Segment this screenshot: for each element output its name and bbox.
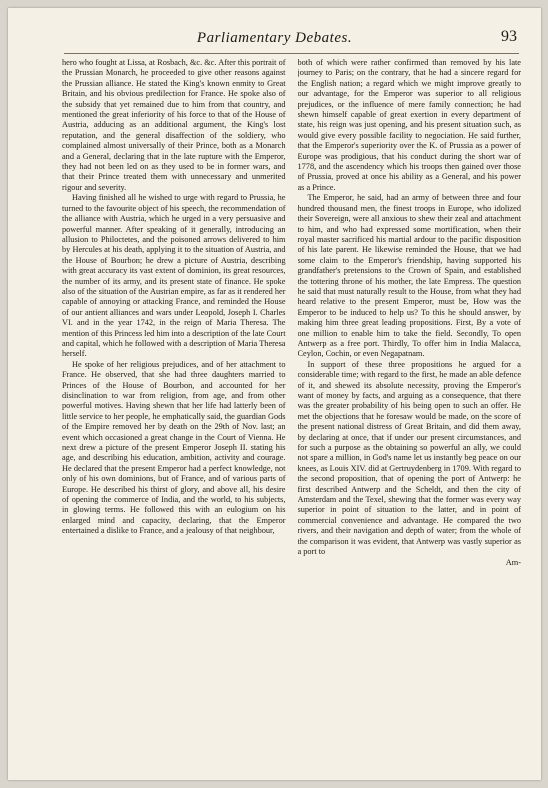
right-column [298,58,522,768]
header-rule [64,53,519,54]
page-title: Parliamentary Debates. [196,30,353,46]
running-header [8,30,541,52]
paragraph: He spoke of her religious prejudices, and of her attachment to France. He observed, that she had three daughters married to Princes of the House of Bourbon, and accounted for her disinclination to war from religion, from age, and from other powerful motives. Having shewn that her life had latterly been of little service to her people, he emphatically said, the guardian Gods of the Empire removed her by death on the 29th of Nov. last; an event which occasioned a great change in the Court of Vienna. He next drew a picture of the present Emperor Joseph II. stating his age, and describing his education, ambition, activity and courage. He declared that the present Emperor had a perfect knowledge, not only of his own dominions, but of France, and of various parts of Europe. He described his thirst of glory, and above all, his desire of opening the commerce of India, and the world, to his subjects, in glowing terms. He followed this with an eulogium on his enlarged mind and capacity, declaring, that the Emperor entertained a dislike to France, and a jealousy of that neighbour, [62,359,286,536]
catchword: Am- [505,557,521,567]
text-columns [62,58,521,768]
paragraph: both of which were rather confirmed than removed by his late journey to Paris; on the contrary, that he had a sincere regard for the English nation; a regard which we might improve greatly to our advantage, for the Emperor was superior to all religious prejudices, or the influence of mere family connection; he had shewn himself capable of great exertion in every department of state, his reign was just opening, and his present situation such, as would give every possible facility to negociation. He said further, that the Emperor's superiority over the K. of Prussia as a power of Europe was prodigious, that his conduct during the short war of 1778, and the ascendency which his troops then gained over those of Prussia, proved at once his ability as a General, and his power as a Prince. [297,58,521,192]
paragraph: hero who fought at Lissa, at Rosbach, &c. &c. After this portrait of the Prussian Monarch, he proceeded to give other reasons against the Prussian alliance. He stated the King's known enmity to Great Britain, and his obvious predilection for France. He spoke also of the subsidy that yet remained due to him from that country, and mentioned the great inferiority of his force to that of the House of Austria, adducing as an additional argument, the King's lost reputation, and the general disaffection of the soldiery, who complained almost universally of their Prince, both as a Monarch and a General, declaring that in the late rupture with the Emperor, they had not been led on as they used to be in former wars, and that their Prince treated them with unnecessary and unmerited rigour and severity. [62,58,286,192]
paragraph: The Emperor, he said, had an army of between three and four hundred thousand men, the finest troops in Europe, who idolized their Sovereign, were all anxious to shew their zeal and attachment to him, and who had expressed some mortification, when their royal master sacrificed his martial ardour to the pacific disposition of his late parent. He likewise reminded the House, that we had some claim to the Emperor's friendship, having supported his grandfather's pretensions to the Crown of Spain, and established the tottering throne of his mother, the late Empress. The question he said that must naturally result to the House, from what they had heard relative to the present Emperor, must be, How was the Emperor to be induced to help us? To this he should answer, by making him three great leading propositions. First, By a vote of one million to enable him to take the field. Secondly, To open Antwerp as a free port. Thirdly, To offer him in India Malacca, Ceylon, Cochin, or even Negapatnam. [297,193,521,359]
page-number: 93 [501,28,517,45]
left-column [62,58,286,768]
paragraph: Having finished all he wished to urge with regard to Prussia, he turned to the favourite object of his speech, the recommendation of the alliance with Austria, which he urged in a very persuasive and powerful manner. After speaking of it generally, introducing an allusion to Philoctetes, and the poisoned arrows delivered to him by Hercules at his death, applying it to the situation of Austria, and the House of Bourbon; he drew a picture of Austria, describing with great accuracy its vast extent of dominion, its great resources, the number of its army, and its present state of finance. He spoke also of the situation of the Austrian empire, as far as it rendered her capable of annoying or attacking France, and reminded the House of our antient alliances and wars under Leopold, Joseph I. Charles VI. and in the year 1742, in the reign of Maria Theresa. The mention of this Princess led him into a description of the late Court and capital, which he followed with a description of Maria Theresa herself. [62,193,286,359]
paragraph: In support of these three propositions he argued for a considerable time; with regard to the first, he made an able defence of it, and shewed its absolute necessity, proving the Emperor's want of money by facts, and arguing as a consequence, that there was the greater probability of his being open to such an offer. He met the objections that he foresaw would be made, on the score of the present national distress of Great Britain, and did them away, by declaring at once, that if under our present circumstances, and for such a purpose as the obtaining so powerful an ally, we could not spare a million, in God's name let us instantly beg peace on our knees, as Louis XIV. did at Gertruydenberg in 1709. With regard to the second proposition, that of opening the port of Antwerp: he first described Antwerp and the Scheldt, and then the city of Amsterdam and the Texel, shewing that the former was every way superior in point of situation to the latter, and in point of commercial convenience and advantage. He compared the two rivers, and their navigation and depth of water; from the whole of the comparison it was evident, that Antwerp was vastly superior as a port to [297,359,521,557]
book-page [8,8,541,780]
